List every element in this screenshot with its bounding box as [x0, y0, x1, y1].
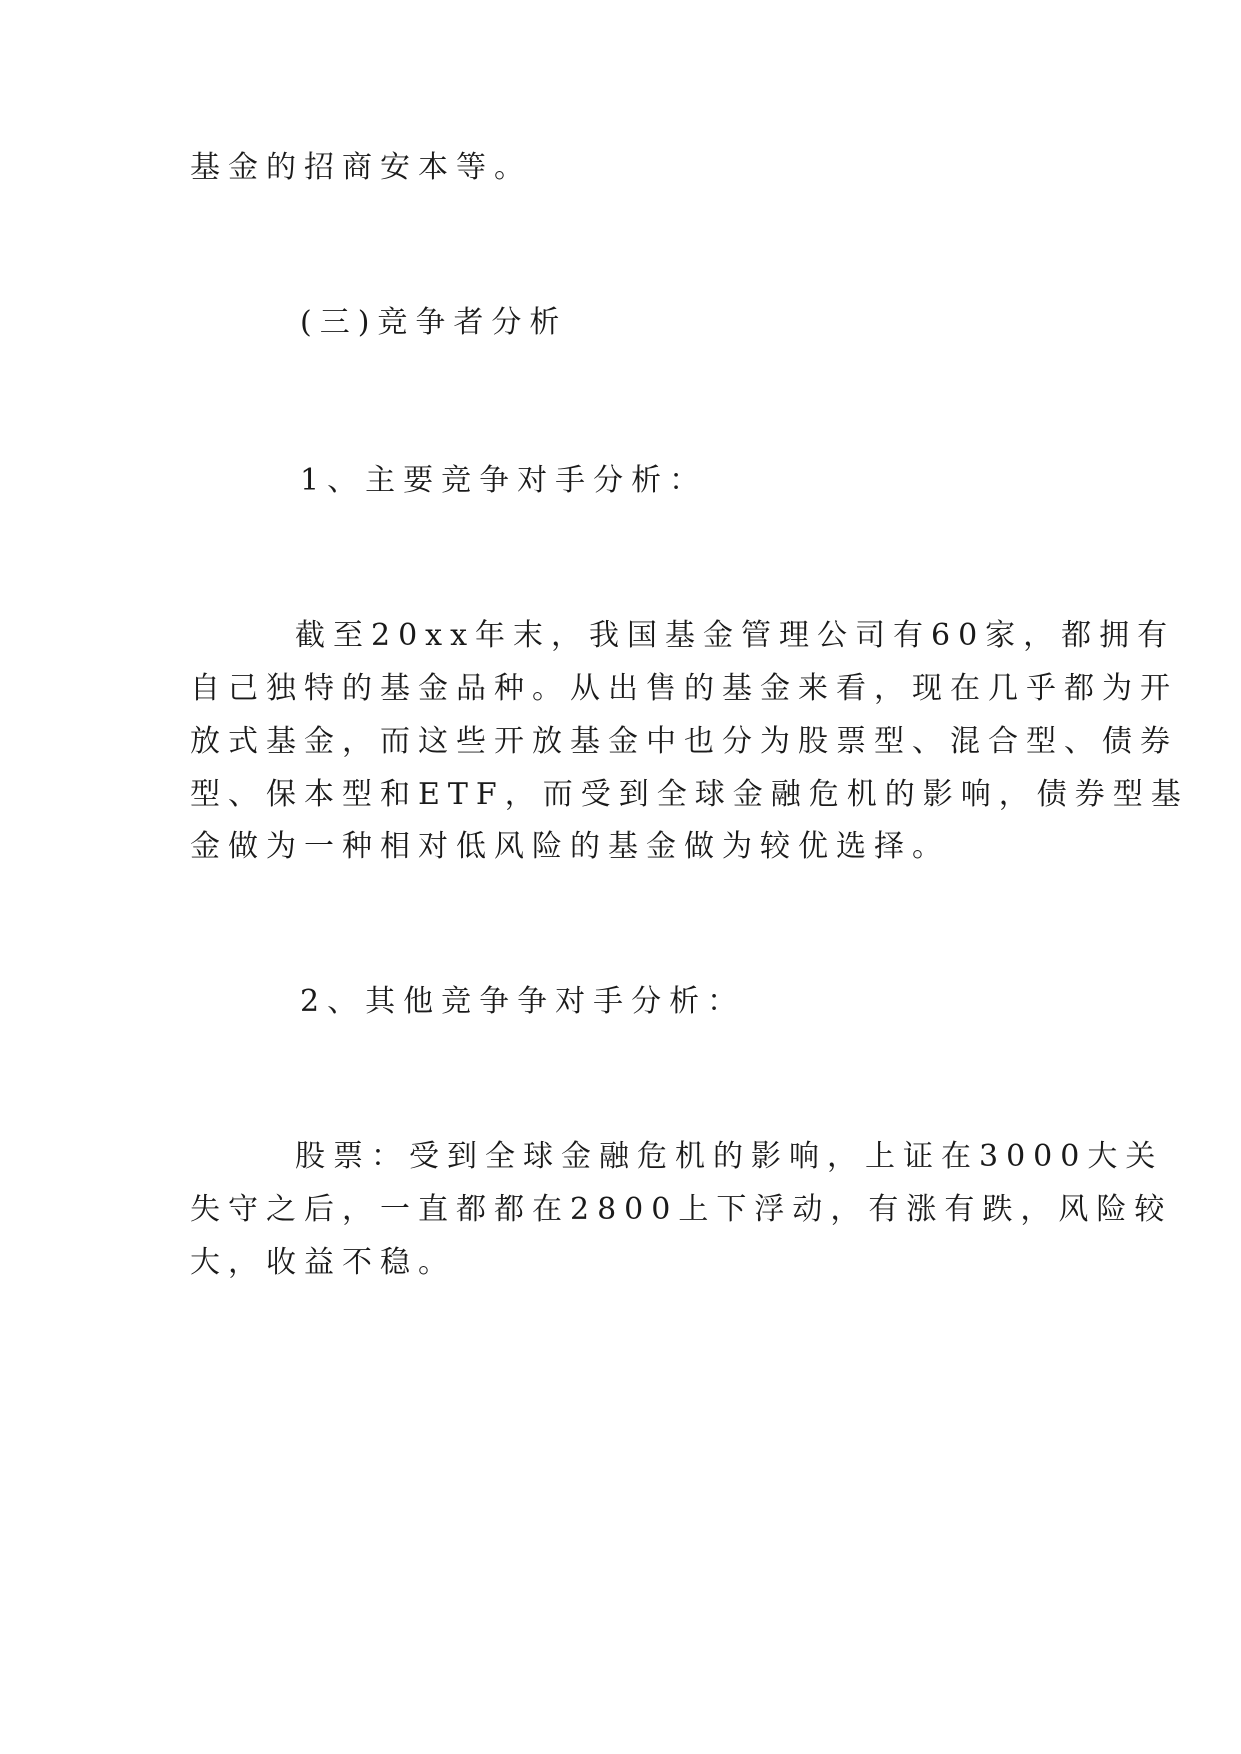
subheading-other-competitors: 2、其他竞争争对手分析： — [300, 984, 746, 1019]
paragraph-line: 失守之后，一直都都在2800上下浮动，有涨有跌，风险较 — [190, 1192, 1173, 1227]
paragraph-line: 金做为一种相对低风险的基金做为较优选择。 — [190, 829, 950, 864]
paragraph-line: 股票：受到全球金融危机的影响，上证在3000大关 — [295, 1139, 1164, 1174]
paragraph-line: 放式基金，而这些开放基金中也分为股票型、混合型、债券 — [190, 724, 1178, 759]
paragraph-line: 大，收益不稳。 — [190, 1245, 456, 1280]
paragraph-line: 截至20xx年末，我国基金管理公司有60家，都拥有 — [295, 618, 1176, 653]
subheading-main-competitors: 1、主要竞争对手分析： — [300, 463, 708, 498]
section-heading: (三)竞争者分析 — [300, 305, 568, 340]
paragraph-line: 自己独特的基金品种。从出售的基金来看，现在几乎都为开 — [190, 671, 1178, 706]
paragraph-continuation: 基金的招商安本等。 — [190, 150, 532, 185]
paragraph-line: 型、保本型和ETF，而受到全球金融危机的影响，债券型基 — [190, 777, 1189, 812]
